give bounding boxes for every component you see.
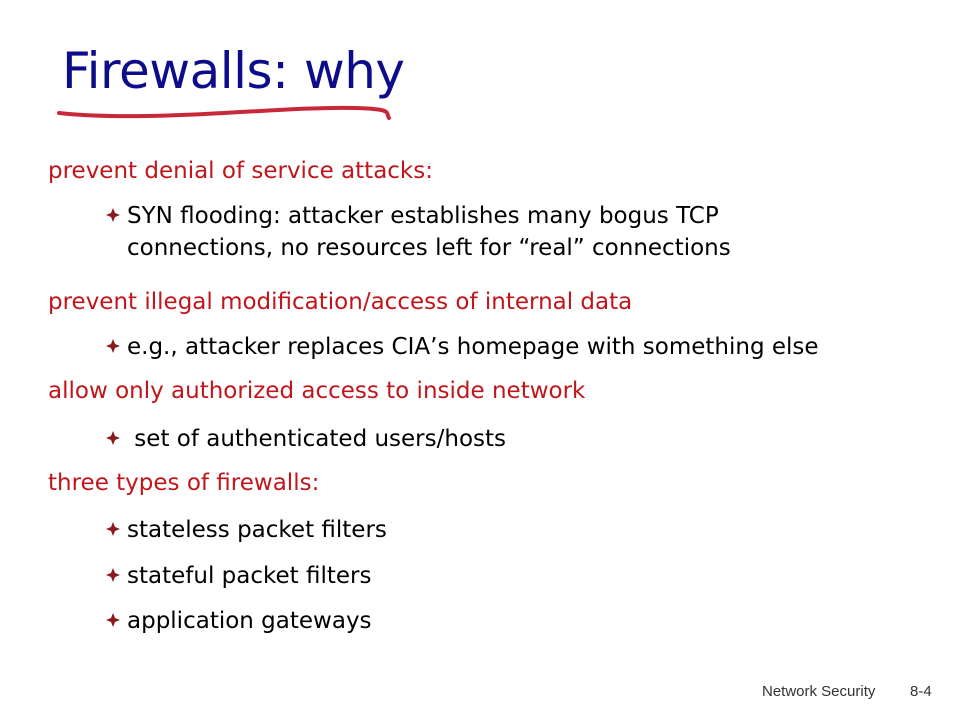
diamond-bullet-icon (106, 522, 120, 536)
bullet-line: stateful packet filters (127, 563, 372, 589)
diamond-bullet-icon (106, 208, 120, 222)
heading-dos: prevent denial of service attacks: (48, 158, 433, 184)
bullet-line: set of authenticated users/hosts (127, 426, 507, 452)
heading-illegal-modification: prevent illegal modification/access of internal data (48, 289, 633, 315)
bullet-authenticated-users (106, 423, 506, 455)
bullet-syn-flooding (106, 200, 731, 264)
bullet-line: SYN flooding: attacker establishes many bogus TCP (127, 203, 719, 229)
title-underline (55, 96, 395, 124)
bullet-line: e.g., attacker replaces CIA’s homepage with something else (127, 334, 819, 360)
bullet-stateful (106, 560, 371, 592)
footer-course-title: Network Security (762, 683, 876, 700)
bullet-line: application gateways (127, 608, 372, 634)
bullet-line: stateless packet filters (127, 517, 387, 543)
bullet-application-gateways (106, 605, 372, 637)
bullet-cia-homepage (106, 331, 819, 363)
heading-firewall-types: three types of firewalls: (48, 470, 320, 496)
bullet-line: connections, no resources left for “real” connections (127, 235, 731, 261)
diamond-bullet-icon (106, 568, 120, 582)
footer-page-number: 8-4 (910, 683, 932, 700)
diamond-bullet-icon (106, 431, 120, 445)
bullet-stateless (106, 514, 387, 546)
diamond-bullet-icon (106, 339, 120, 353)
slide-title: Firewalls: why (62, 42, 405, 100)
heading-authorized-access: allow only authorized access to inside network (48, 378, 586, 404)
diamond-bullet-icon (106, 613, 120, 627)
